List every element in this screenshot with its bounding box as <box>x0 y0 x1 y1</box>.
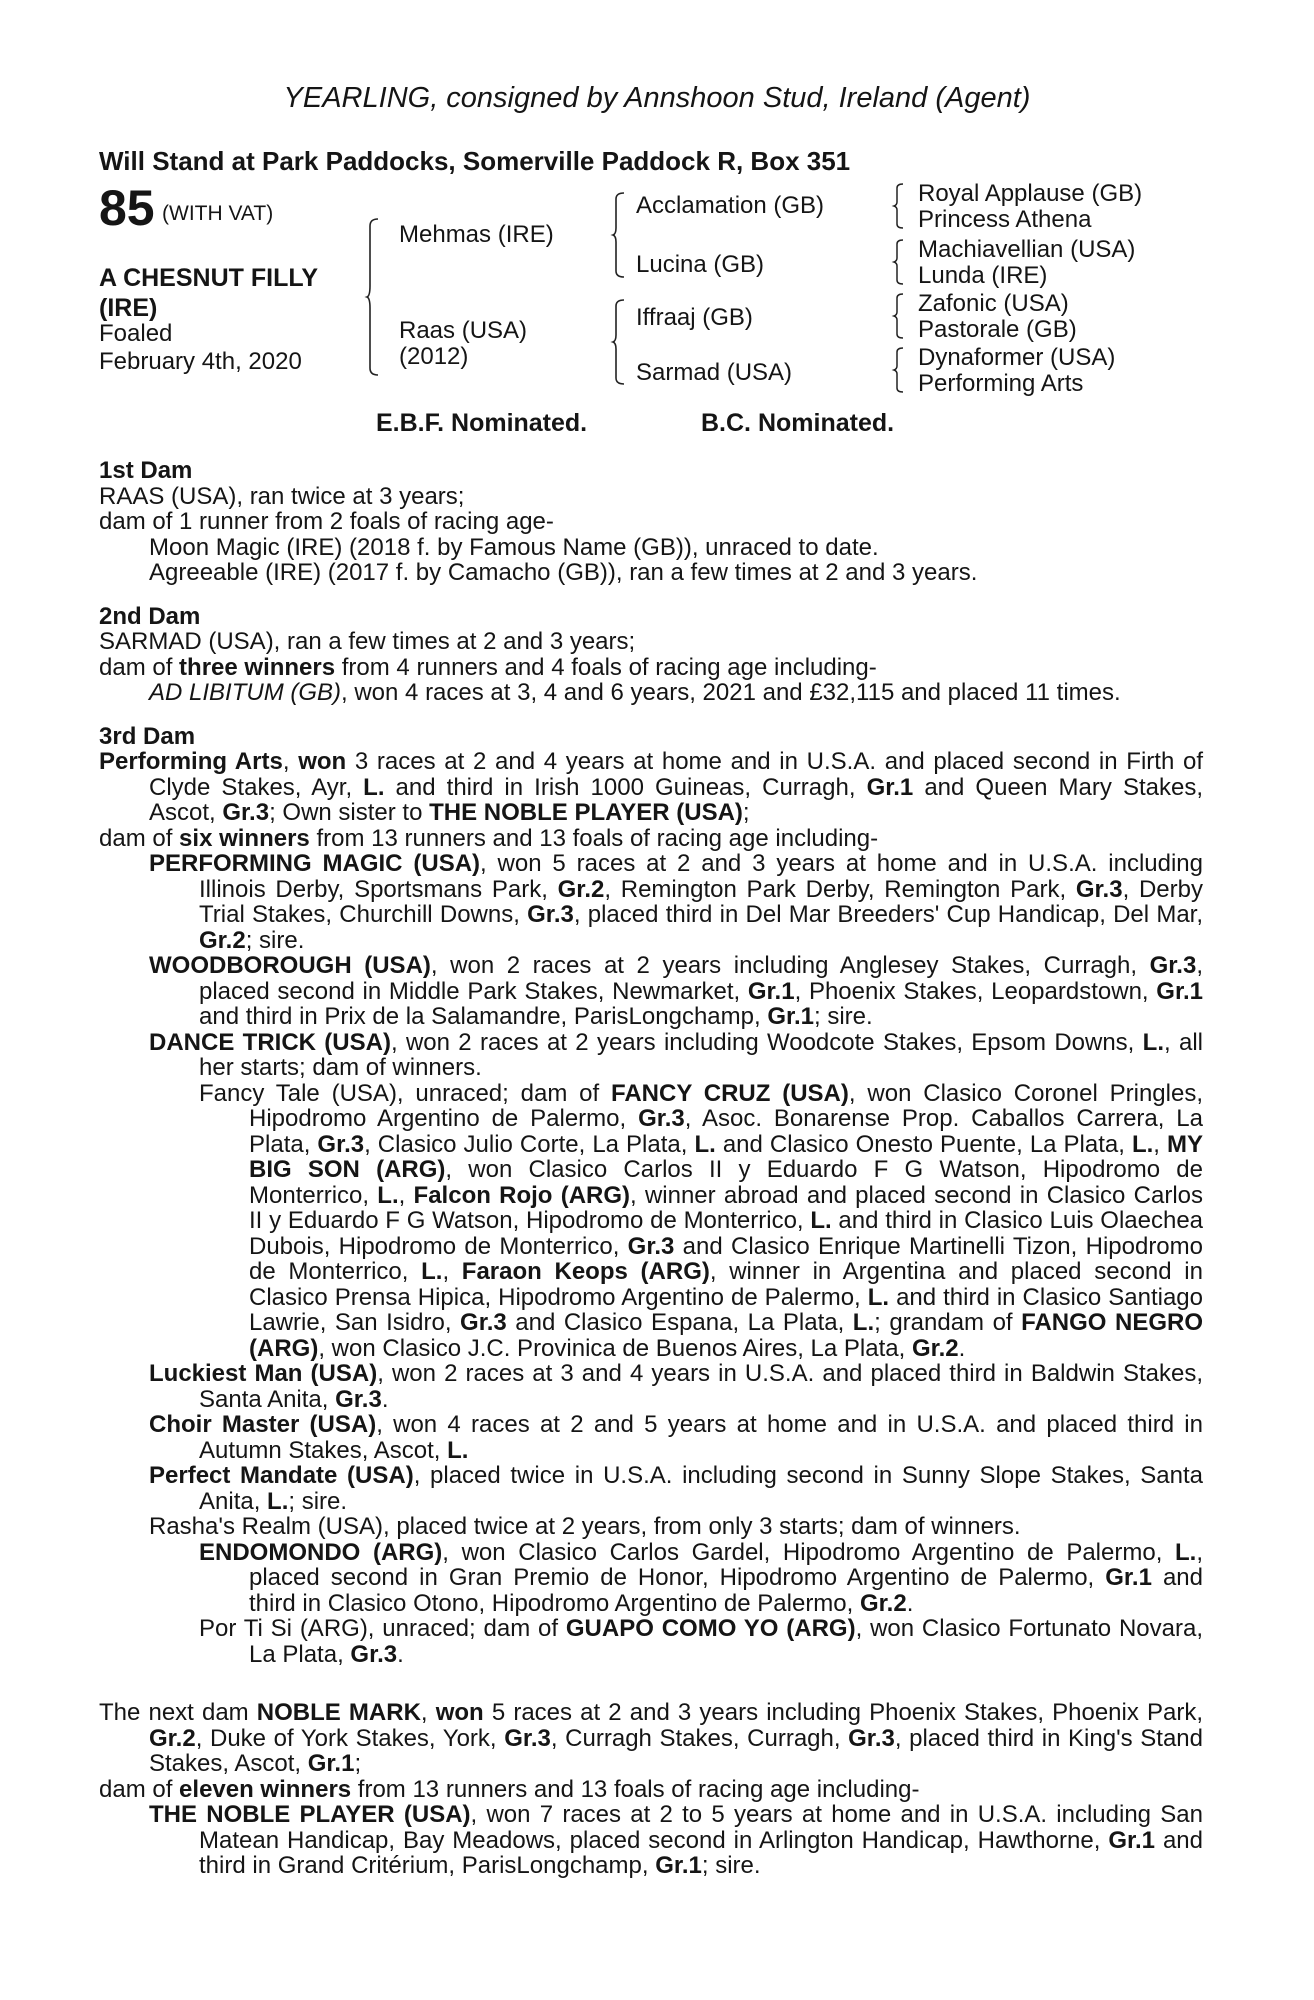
horse-sex-colour: A CHESNUT FILLY <box>99 264 318 292</box>
pedigree-dam-dam: Sarmad (USA) <box>636 359 793 386</box>
stand-location: Will Stand at Park Paddocks, Somerville Paddock R, Box 351 <box>99 146 851 176</box>
pedigree-g4-2: Princess Athena <box>918 206 1092 233</box>
produce-entry: Luckiest Man (USA), won 2 races at 3 and 4 years in U.S.A. and placed third in Baldwin Stakes, Santa Anita, Gr.3. <box>149 1360 1203 1413</box>
pedigree-dam-sire: Iffraaj (GB) <box>636 304 753 331</box>
pedigree-sire-dam: Lucina (GB) <box>636 251 765 278</box>
produce-entry: Por Ti Si (ARG), unraced; dam of GUAPO COMO YO (ARG), won Clasico Fortunato Novara, La Plata, Gr.3. <box>199 1615 1204 1668</box>
produce-entry: DANCE TRICK (USA), won 2 races at 2 years including Woodcote Stakes, Epsom Downs, L., all her starts; dam of winners. <box>149 1028 1203 1081</box>
pedigree-sire: Mehmas (IRE) <box>399 221 554 248</box>
third-dam-line: Performing Arts, won 3 races at 2 and 4 years at home and in U.S.A. and placed second in Firth of Clyde Stakes, Ayr, L. and third in Irish 1000 Guineas, Curragh, Gr.1 and Queen Mary Stakes, Ascot, Gr.3; Own sister to THE NOBLE PLAYER (USA); <box>99 748 1203 826</box>
produce-entry: Rasha's Realm (USA), placed twice at 2 years, from only 3 starts; dam of winners. <box>149 1513 1021 1540</box>
produce-entry: Moon Magic (IRE) (2018 f. by Famous Name (GB)), unraced to date. <box>149 533 879 561</box>
next-dam-line: The next dam NOBLE MARK, won 5 races at 2 and 3 years including Phoenix Stakes, Phoenix Park, Gr.2, Duke of York Stakes, York, Gr.3, Curragh Stakes, Curragh, Gr.3, placed third in King's Stand Stakes, Ascot, Gr.1; <box>99 1699 1203 1777</box>
produce-entry: AD LIBITUM (GB), won 4 races at 3, 4 and 6 years, 2021 and £32,115 and placed 11 times. <box>149 679 1121 706</box>
horse-country: (IRE) <box>99 294 158 322</box>
produce-entry: ENDOMONDO (ARG), won Clasico Carlos Gardel, Hipodromo Argentino de Palermo, L., placed second in Gran Premio de Honor, Hipodromo Argentino de Palermo, Gr.1 and third in Clasico Otono, Hipodromo Argentino de Palermo, Gr.2. <box>199 1538 1203 1617</box>
third-dam-produce: dam of six winners from 13 runners and 13 foals of racing age including- <box>99 824 879 852</box>
pedigree-dam: Raas (USA) <box>399 317 528 344</box>
first-dam-line: RAAS (USA), ran twice at 3 years; <box>99 482 465 510</box>
lot-number: 85 <box>99 180 155 236</box>
pedigree-g4-5: Zafonic (USA) <box>918 290 1069 317</box>
pedigree-bracket-sire <box>612 192 632 278</box>
third-dam-heading: 3rd Dam <box>99 722 196 750</box>
second-dam-produce: dam of three winners from 4 runners and 4 foals of racing age including- <box>99 653 877 681</box>
consignor-header: YEARLING, consigned by Annshoon Stud, Ireland (Agent) <box>283 82 1031 114</box>
pedigree-bracket-g3-1 <box>893 183 909 229</box>
pedigree-g4-7: Dynaformer (USA) <box>918 344 1116 371</box>
pedigree-g4-4: Lunda (IRE) <box>918 262 1048 289</box>
pedigree-bracket-dam <box>612 299 632 385</box>
pedigree-bracket-main <box>366 218 386 376</box>
pedigree-bracket-g3-2 <box>893 239 909 285</box>
first-dam-heading: 1st Dam <box>99 457 193 484</box>
ebf-nomination: E.B.F. Nominated. <box>376 409 588 437</box>
produce-entry: Perfect Mandate (USA), placed twice in U.S.A. including second in Sunny Slope Stakes, Santa Anita, L.; sire. <box>149 1462 1204 1515</box>
produce-entry: Agreeable (IRE) (2017 f. by Camacho (GB)), ran a few times at 2 and 3 years. <box>149 559 978 586</box>
pedigree-g4-1: Royal Applause (GB) <box>918 180 1143 207</box>
second-dam-line: SARMAD (USA), ran a few times at 2 and 3 years; <box>99 628 636 655</box>
produce-entry: THE NOBLE PLAYER (USA), won 7 races at 2 to 5 years at home and in U.S.A. including San Matean Handicap, Bay Meadows, placed second in Arlington Handicap, Hawthorne, Gr.1 and third in Grand Critérium, ParisLongchamp, Gr.1; sire. <box>149 1801 1204 1879</box>
pedigree-g4-3: Machiavellian (USA) <box>918 236 1136 263</box>
foaling-info <box>99 320 302 376</box>
pedigree-sire-sire: Acclamation (GB) <box>636 192 825 219</box>
produce-entry: PERFORMING MAGIC (USA), won 5 races at 2 and 3 years at home and in U.S.A. including Illinois Derby, Sportsmans Park, Gr.2, Remington Park Derby, Remington Park, Gr.3, Derby Trial Stakes, Churchill Downs, Gr.3, placed third in Del Mar Breeders' Cup Handicap, Del Mar, Gr.2; sire. <box>149 850 1204 954</box>
produce-entry: WOODBOROUGH (USA), won 2 races at 2 years including Anglesey Stakes, Curragh, Gr.3, placed second in Middle Park Stakes, Newmarket, Gr.1, Phoenix Stakes, Leopardstown, Gr.1 and third in Prix de la Salamandre, ParisLongchamp, Gr.1; sire. <box>149 952 1203 1030</box>
horse-description <box>99 263 318 323</box>
next-dam-produce: dam of eleven winners from 13 runners and 13 foals of racing age including- <box>99 1775 920 1803</box>
second-dam-heading: 2nd Dam <box>99 602 201 630</box>
pedigree-g4-6: Pastorale (GB) <box>918 316 1077 343</box>
foaled-label: Foaled <box>99 320 173 347</box>
pedigree-bracket-g3-3 <box>893 293 909 339</box>
pedigree-g4-8: Performing Arts <box>918 370 1084 397</box>
bc-nomination: B.C. Nominated. <box>701 409 895 437</box>
pedigree-bracket-g3-4 <box>893 347 909 393</box>
produce-record <box>99 458 1203 1879</box>
produce-entry: Choir Master (USA), won 4 races at 2 and 5 years at home and in U.S.A. and placed third in Autumn Stakes, Ascot, L. <box>149 1411 1203 1464</box>
pedigree-dam-year: (2012) <box>399 343 469 370</box>
first-dam-produce: dam of 1 runner from 2 foals of racing age- <box>99 508 554 535</box>
produce-entry: Fancy Tale (USA), unraced; dam of FANCY CRUZ (USA), won Clasico Coronel Pringles, Hipodromo Argentino de Palermo, Gr.3, Asoc. Bonarense Prop. Caballos Carrera, La Plata, Gr.3, Clasico Julio Corte, La Plata, L. and Clasico Onesto Puente, La Plata, L., MY BIG SON (ARG), won Clasico Carlos II y Eduardo F G Watson, Hipodromo de Monterrico, L., Falcon Rojo (ARG), winner abroad and placed second in Clasico Carlos II y Eduardo F G Watson, Hipodromo de Monterrico, L. and third in Clasico Luis Olaechea Dubois, Hipodromo de Monterrico, Gr.3 and Clasico Enrique Martinelli Tizon, Hipodromo de Monterrico, L., Faraon Keops (ARG), winner in Argentina and placed second in Clasico Prensa Hipica, Hipodromo Argentino de Palermo, L. and third in Clasico Santiago Lawrie, San Isidro, Gr.3 and Clasico Espana, La Plata, L.; grandam of FANGO NEGRO (ARG), won Clasico J.C. Provinica de Buenos Aires, La Plata, Gr.2. <box>199 1079 1204 1362</box>
vat-note: (WITH VAT) <box>162 202 274 225</box>
foaled-date: February 4th, 2020 <box>99 348 302 375</box>
